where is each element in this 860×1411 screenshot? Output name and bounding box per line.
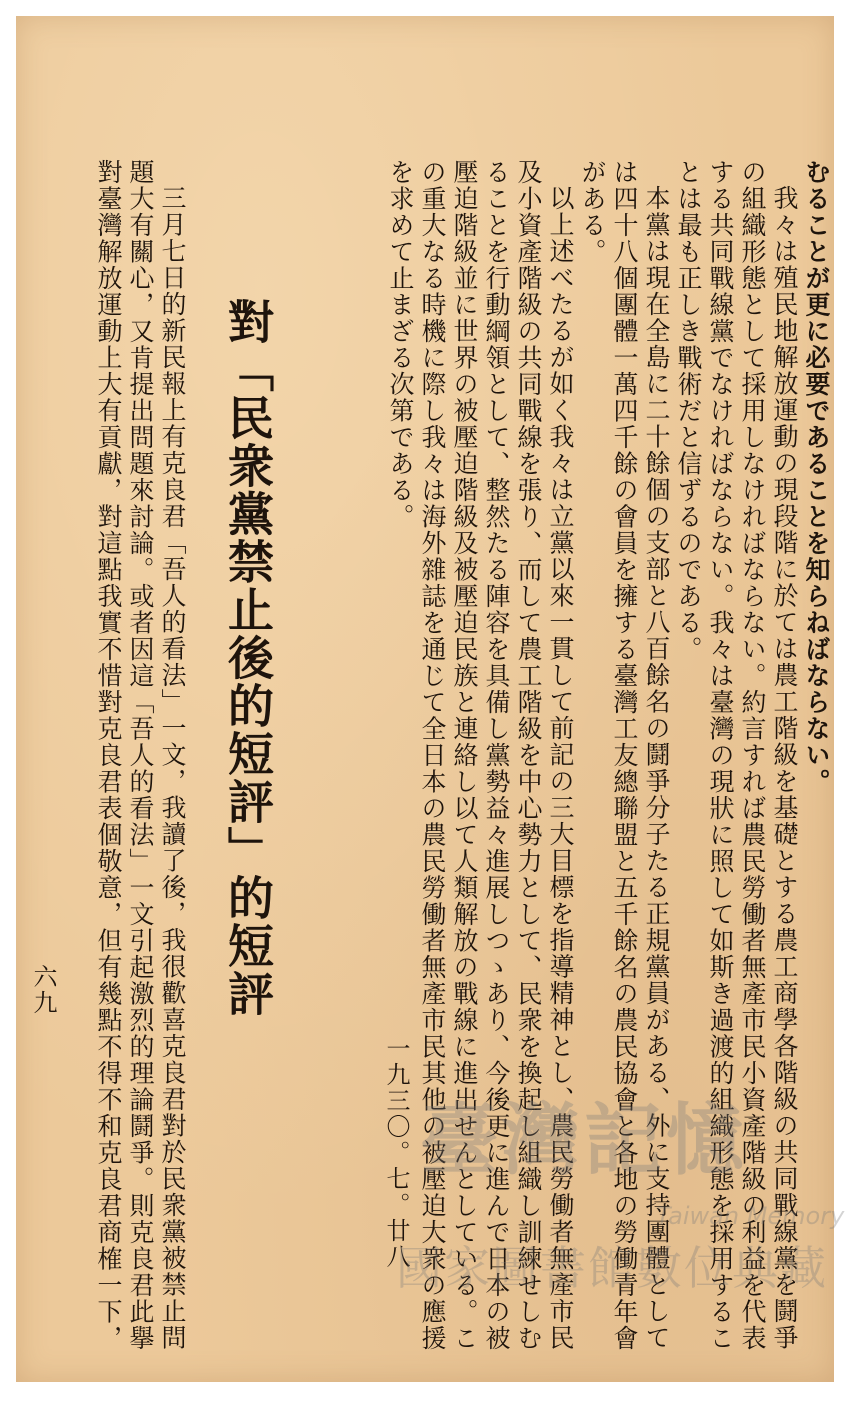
text-column-5: とは最も正しき戰術だと信ずるのである。 xyxy=(674,159,703,663)
text-column-17: 對臺灣解放運動上大有貢獻，對這點我實不惜對克良君表個敬意，但有幾點不得不和克良君商榷一下， xyxy=(94,159,123,1352)
date-line: 一九三〇。七。廿八 xyxy=(382,1036,410,1270)
page-number: 六九 xyxy=(29,964,57,1016)
text-column-6: 本黨は現在全島に二十餘個の支部と八百餘名の鬪爭分子たる正規黨員がある、外に支持團體として xyxy=(642,185,671,1351)
text-column-13: の重大なる時機に際し我々は海外雜誌を通じて全日本の農民勞働者無產市民其他の被壓迫大衆の應援 xyxy=(418,159,447,1352)
text-column-16: 題大有關心，又肯提出問題來討論。或者因這「吾人的看法」一文引起激烈的理論鬪爭。則克良君此擧 xyxy=(126,159,155,1352)
article-heading: 對「民衆黨禁止後的短評」的短評 xyxy=(221,298,275,1018)
text-column-12: 壓迫階級並に世界の被壓迫階級及被壓迫民族と連絡し以て人類解放の戰線に進出せんとしている。こ xyxy=(450,159,479,1352)
watermark-english-text: Taiwan Memory xyxy=(656,1202,845,1230)
text-column-11: ることを行動綱領として、整然たる陣容を具備し黨勢益々進展しつゝあり、今後更に進んで日本の被 xyxy=(482,159,511,1352)
document-page xyxy=(16,16,845,1382)
text-column-1: むることが更に必要であることを知らねばならない。 xyxy=(802,159,831,795)
text-column-2: 我々は殖民地解放運動の現段階に於ては農工階級を基礎とする農工商學各階級の共同戰線黨を鬪爭 xyxy=(770,185,799,1351)
text-column-8: がある。 xyxy=(578,159,607,265)
text-column-14: を求めて止まざる次第である。 xyxy=(386,159,415,530)
watermark-library-text: 國家圖書館數位典藏 xyxy=(396,1241,828,1295)
text-column-10: 及小資產階級の共同戰線を張り、而して農工階級を中心勢力として、民衆を換起し組織し訓練せしむ xyxy=(514,159,543,1352)
text-column-3: の組織形態として採用しなければならない。約言すれば農民勞働者無產市民小資產階級の利益を代表 xyxy=(738,159,767,1352)
text-column-7: は四十八個團體一萬四千餘の會員を擁する臺灣工友總聯盟と五千餘名の農民協會と各地の勞働青年會 xyxy=(610,159,639,1352)
text-column-9: 以上述べたるが如く我々は立黨以來一貫して前記の三大目標を指導精神とし、農民勞働者無產市民 xyxy=(546,185,575,1351)
text-column-4: する共同戰線黨でなければならない。我々は臺灣の現狀に照して如斯き過渡的組織形態を採用するこ xyxy=(706,159,735,1352)
watermark-logo: 臺灣記憶 xyxy=(420,1096,749,1186)
text-column-15: 三月七日的新民報上有克良君「吾人的看法」一文，我讀了後，我很歡喜克良君對於民衆黨被禁止問 xyxy=(158,185,187,1351)
